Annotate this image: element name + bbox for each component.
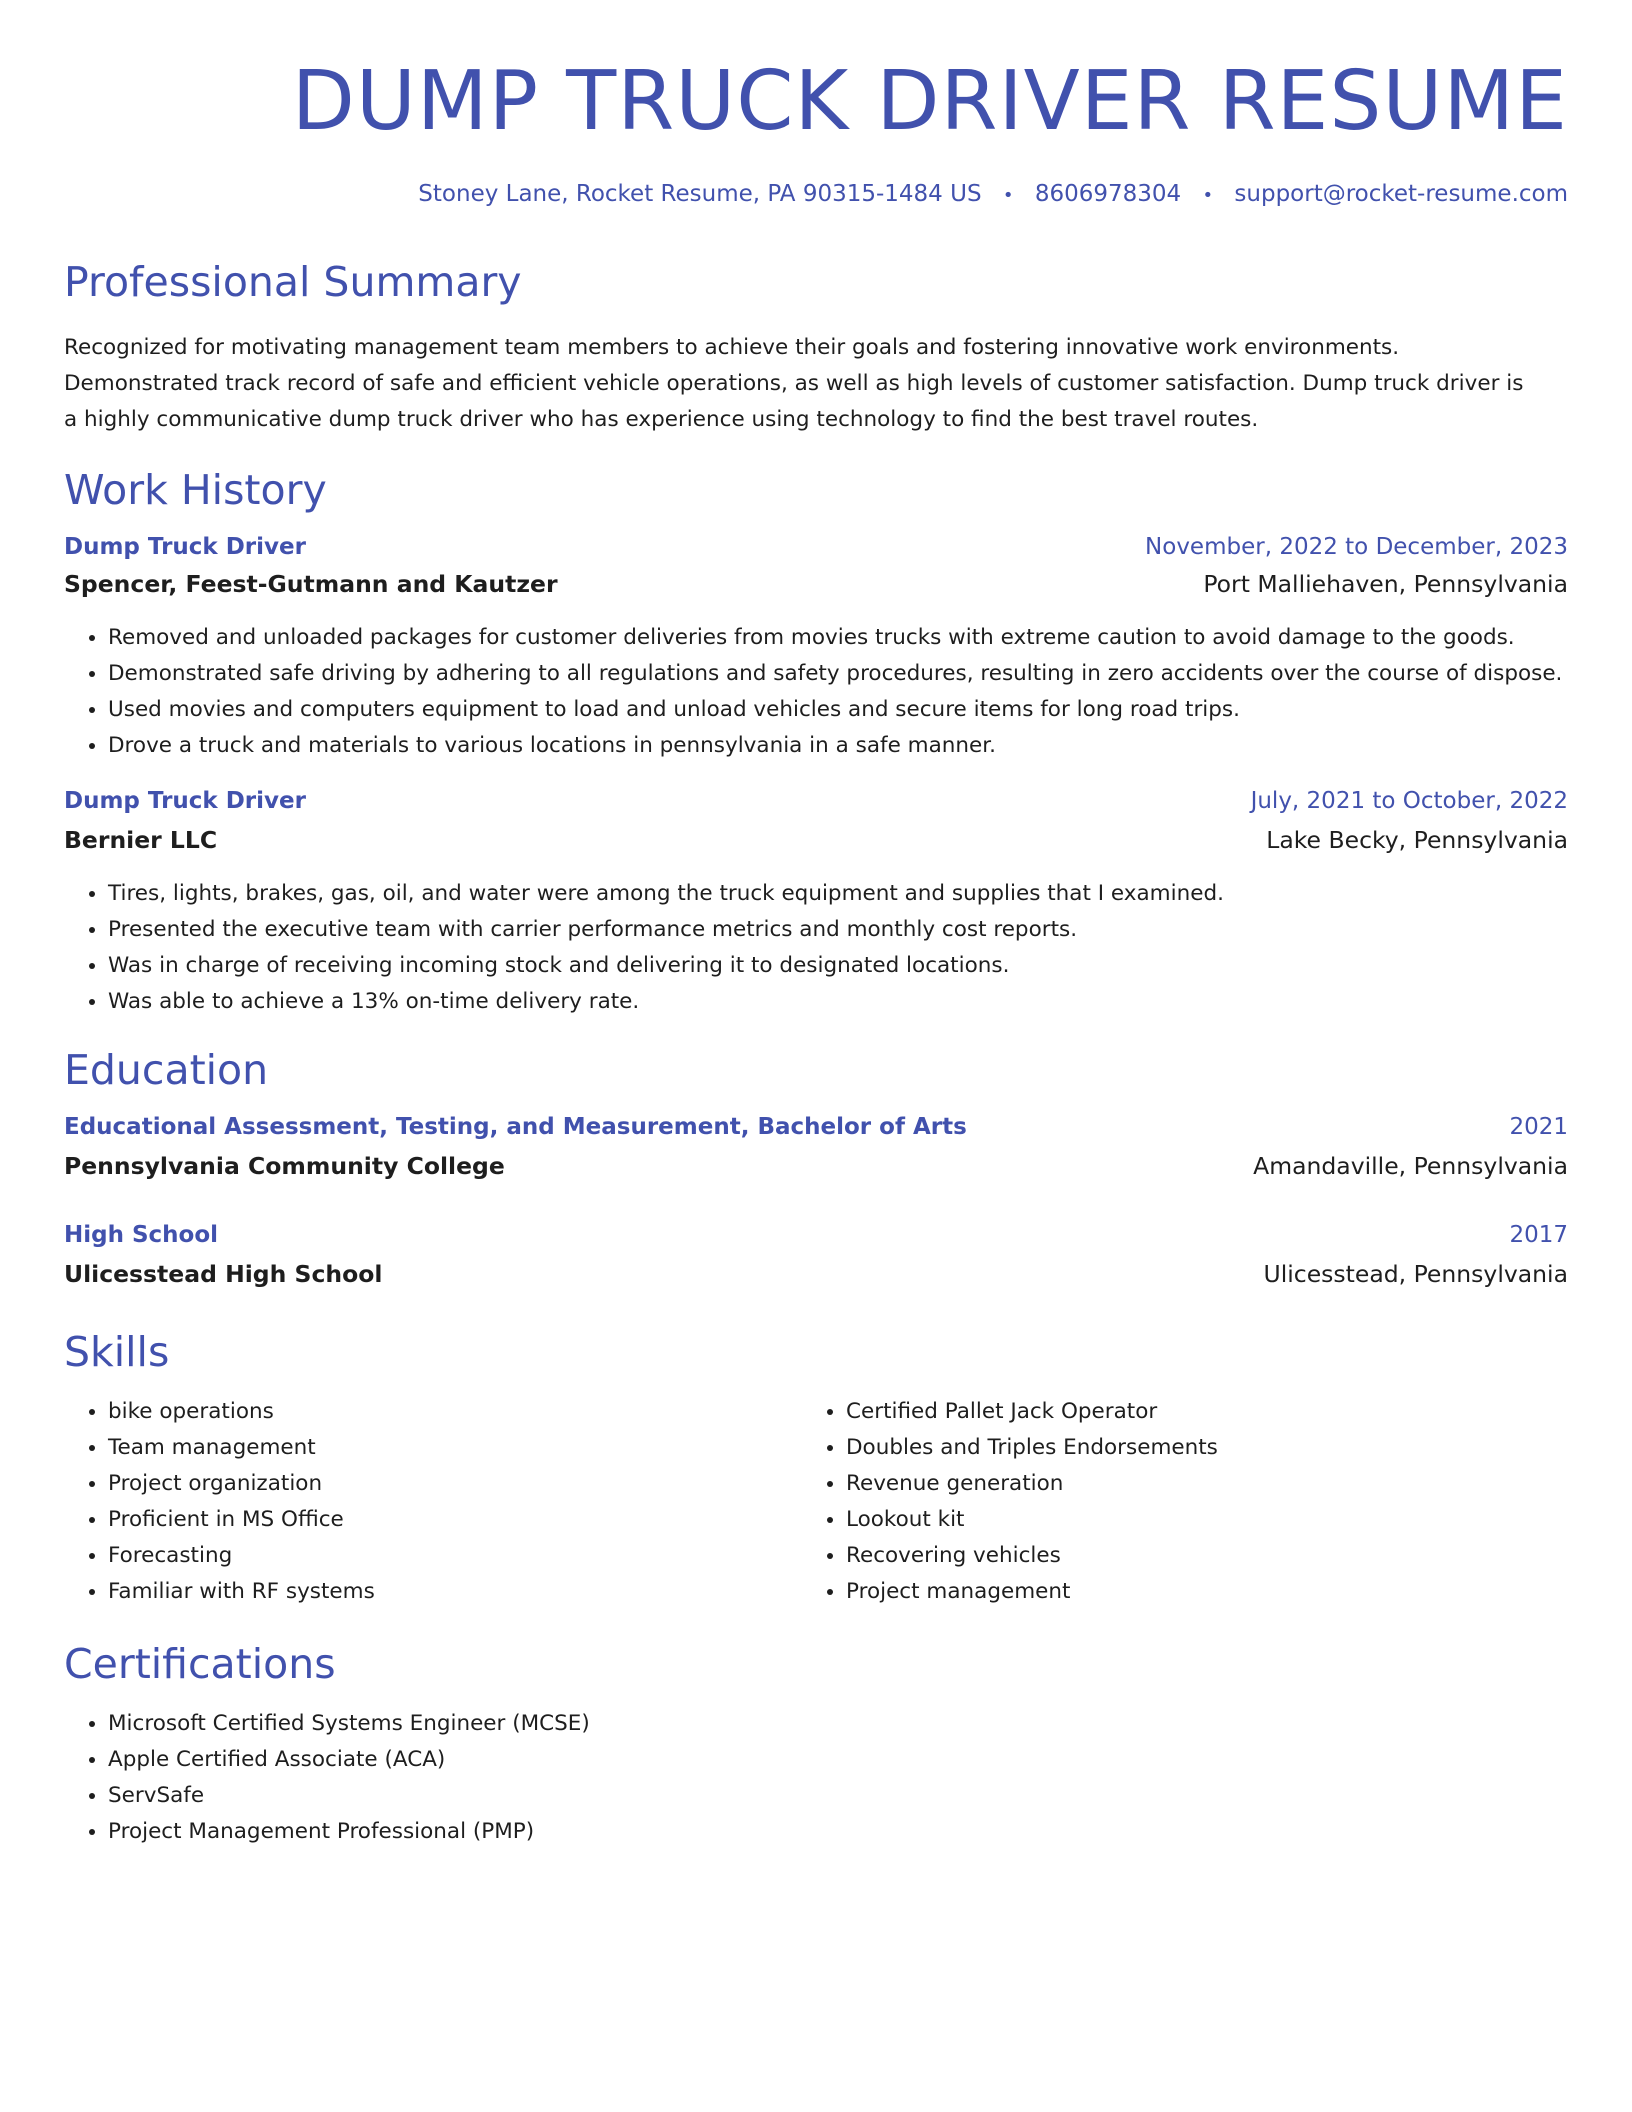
job-title: Dump Truck Driver bbox=[64, 534, 306, 560]
job-company: Bernier LLC bbox=[64, 826, 218, 854]
education-entry bbox=[64, 1114, 1568, 1190]
contact-separator: • bbox=[1202, 185, 1214, 206]
job-dates: November, 2022 to December, 2023 bbox=[1145, 534, 1568, 560]
skills-list bbox=[802, 1394, 1540, 1610]
job-bullets bbox=[64, 620, 1568, 764]
education-school: Pennsylvania Community College bbox=[64, 1152, 505, 1180]
education-year: 2021 bbox=[1509, 1114, 1568, 1140]
job-title: Dump Truck Driver bbox=[64, 788, 306, 814]
resume-title: DUMP TRUCK DRIVER RESUME bbox=[291, 54, 1568, 149]
certifications-section bbox=[64, 1636, 1568, 1850]
work-section bbox=[64, 462, 1568, 1020]
list-item: • Was able to achieve a 13% on-time delivery rate. bbox=[108, 984, 1568, 1020]
list-item: • bike operations bbox=[108, 1394, 802, 1430]
list-item: • Demonstrated safe driving by adhering to all regulations and safety procedures, resulting in zero accidents over the course of dispose. bbox=[108, 656, 1568, 692]
education-degree: High School bbox=[64, 1222, 219, 1248]
education-school: Ulicesstead High School bbox=[64, 1260, 383, 1288]
list-item: • Project organization bbox=[108, 1466, 802, 1502]
education-header-row bbox=[64, 1222, 1568, 1260]
list-item: • Proficient in MS Office bbox=[108, 1502, 802, 1538]
job-company: Spencer, Feest-Gutmann and Kautzer bbox=[64, 570, 558, 598]
list-item: • Used movies and computers equipment to load and unload vehicles and secure items for long road trips. bbox=[108, 692, 1568, 728]
skills-grid bbox=[64, 1394, 1568, 1610]
resume-header bbox=[64, 0, 1568, 212]
skills-section bbox=[64, 1324, 1568, 1610]
summary-section bbox=[64, 254, 1568, 438]
list-item: • ServSafe bbox=[108, 1778, 1568, 1814]
list-item: • Lookout kit bbox=[846, 1502, 1540, 1538]
list-item: • Certified Pallet Jack Operator bbox=[846, 1394, 1540, 1430]
section-title-skills: Skills bbox=[64, 1328, 170, 1376]
contact-phone: 8606978304 bbox=[1034, 181, 1182, 207]
education-school-row bbox=[64, 1260, 1568, 1298]
skills-column-left bbox=[64, 1394, 802, 1610]
list-item: • Removed and unloaded packages for customer deliveries from movies trucks with extreme caution to avoid damage to the goods. bbox=[108, 620, 1568, 656]
list-item: • Doubles and Triples Endorsements bbox=[846, 1430, 1540, 1466]
list-item: • Was in charge of receiving incoming stock and delivering it to designated locations. bbox=[108, 948, 1568, 984]
job-location: Port Malliehaven, Pennsylvania bbox=[1203, 570, 1568, 598]
contact-line bbox=[64, 178, 1568, 212]
summary-text: Recognized for motivating management team members to achieve their goals and fostering innovative work environments. Demonstrated track record of safe and efficient vehicle operations, as well as high levels of customer satisfaction. Dump truck driver is a highly communicative dump truck driver who has experience using technology to find the best travel routes. bbox=[64, 335, 1524, 432]
job-header-row bbox=[64, 788, 1568, 826]
list-item: • Revenue generation bbox=[846, 1466, 1540, 1502]
section-title-education: Education bbox=[64, 1046, 269, 1094]
job-company-row bbox=[64, 826, 1568, 864]
skills-list bbox=[64, 1394, 802, 1610]
skills-column-right bbox=[802, 1394, 1540, 1610]
certifications-list bbox=[64, 1706, 1568, 1850]
job-entry bbox=[64, 534, 1568, 764]
list-item: • Tires, lights, brakes, gas, oil, and water were among the truck equipment and supplies that I examined. bbox=[108, 876, 1568, 912]
education-entry bbox=[64, 1222, 1568, 1298]
contact-address: Stoney Lane, Rocket Resume, PA 90315-1484 US bbox=[418, 181, 982, 207]
job-dates: July, 2021 to October, 2022 bbox=[1250, 788, 1568, 814]
education-degree: Educational Assessment, Testing, and Measurement, Bachelor of Arts bbox=[64, 1114, 967, 1140]
section-title-work: Work History bbox=[64, 466, 327, 514]
section-title-certifications: Certifications bbox=[64, 1640, 336, 1688]
education-location: Ulicesstead, Pennsylvania bbox=[1263, 1260, 1568, 1288]
education-school-row bbox=[64, 1152, 1568, 1190]
education-year: 2017 bbox=[1509, 1222, 1568, 1248]
list-item: • Familiar with RF systems bbox=[108, 1574, 802, 1610]
list-item: • Team management bbox=[108, 1430, 802, 1466]
list-item: • Drove a truck and materials to various locations in pennsylvania in a safe manner. bbox=[108, 728, 1568, 764]
education-header-row bbox=[64, 1114, 1568, 1152]
education-section bbox=[64, 1042, 1568, 1298]
contact-email[interactable]: support@rocket-resume.com bbox=[1234, 181, 1568, 207]
job-location: Lake Becky, Pennsylvania bbox=[1266, 826, 1568, 854]
list-item: • Apple Certified Associate (ACA) bbox=[108, 1742, 1568, 1778]
job-entry bbox=[64, 788, 1568, 1020]
job-company-row bbox=[64, 570, 1568, 608]
list-item: • Recovering vehicles bbox=[846, 1538, 1540, 1574]
list-item: • Microsoft Certified Systems Engineer (MCSE) bbox=[108, 1706, 1568, 1742]
list-item: • Project management bbox=[846, 1574, 1540, 1610]
list-item: • Forecasting bbox=[108, 1538, 802, 1574]
contact-separator: • bbox=[1002, 185, 1014, 206]
education-location: Amandaville, Pennsylvania bbox=[1253, 1152, 1568, 1180]
list-item: • Presented the executive team with carrier performance metrics and monthly cost reports. bbox=[108, 912, 1568, 948]
job-bullets bbox=[64, 876, 1568, 1020]
list-item: • Project Management Professional (PMP) bbox=[108, 1814, 1568, 1850]
job-header-row bbox=[64, 534, 1568, 570]
section-title-summary: Professional Summary bbox=[64, 258, 522, 306]
